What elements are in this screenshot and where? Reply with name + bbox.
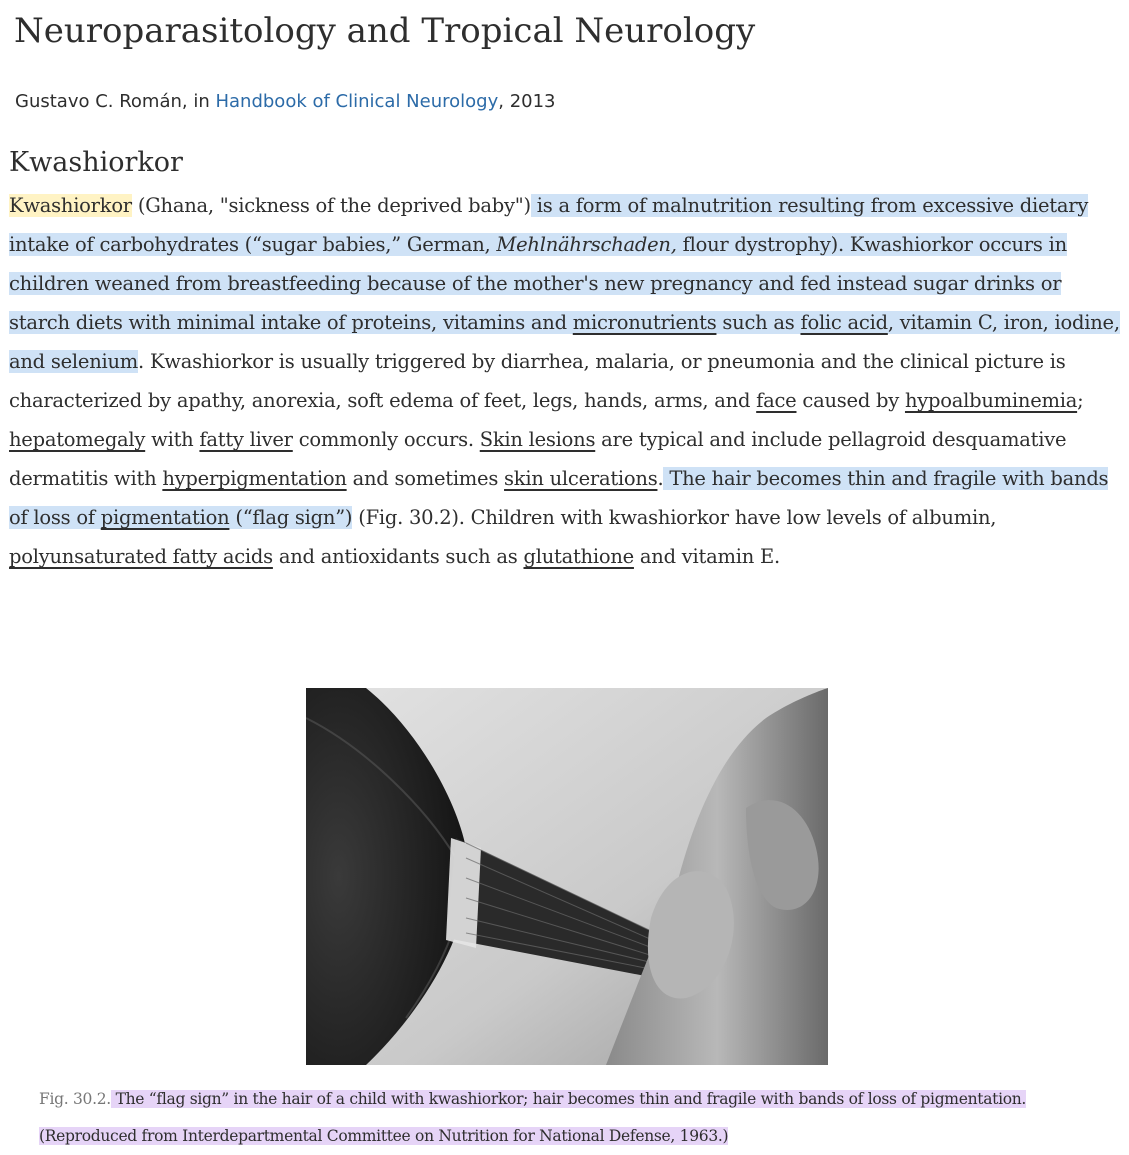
- figure-label: Fig. 30.2.: [39, 1090, 111, 1108]
- link-face[interactable]: face: [756, 389, 797, 412]
- source-highlight[interactable]: (Reproduced from Interdepartmental Committee on Nutrition for National Defense, 1963.): [39, 1127, 729, 1145]
- link-skin-lesions[interactable]: Skin lesions: [479, 428, 596, 451]
- text-run: are typical and include pellagroid desquamative dermatitis with: [9, 428, 1067, 490]
- text-run: and antioxidants such as: [272, 545, 524, 568]
- highlight-term[interactable]: Kwashiorkor: [9, 194, 132, 217]
- link-fatty-liver[interactable]: fatty liver: [199, 428, 293, 451]
- text-run: (Fig. 30.2). Children with kwashiorkor have low levels of albumin,: [352, 506, 997, 529]
- link-hypoalbuminemia[interactable]: hypoalbuminemia: [904, 389, 1078, 412]
- page-title: Neuroparasitology and Tropical Neurology: [14, 11, 756, 51]
- text-run: such as: [716, 311, 801, 334]
- byline: [15, 89, 556, 115]
- figure-image[interactable]: [306, 688, 828, 1065]
- text-run: (Ghana, "sickness of the deprived baby"): [131, 194, 531, 217]
- text-run: . Kwashiorkor is usually triggered by diarrhea, malaria, or pneumonia and the clinical picture is characterized by apathy, anorexia, soft edema of feet, legs, hands, arms, and: [9, 350, 1066, 412]
- link-folic-acid[interactable]: folic acid: [800, 311, 888, 334]
- italic-term: Mehlnährschaden,: [496, 233, 677, 256]
- text-run: ;: [1077, 389, 1084, 412]
- text-run: The hair becomes thin and fragile with bands of loss of: [9, 467, 1109, 529]
- book-link[interactable]: Handbook of Clinical Neurology: [215, 91, 499, 112]
- highlight-passage-1[interactable]: [9, 194, 1120, 373]
- link-hyperpigmentation[interactable]: hyperpigmentation: [162, 467, 347, 490]
- text-run: and vitamin E.: [633, 545, 780, 568]
- text-run: is a form of malnutrition resulting from excessive dietary intake of carbohydrates (“sugar babies,” German,: [9, 194, 1089, 256]
- text-run: , vitamin C, iron, iodine, and selenium: [9, 311, 1120, 373]
- figure-source: [39, 1118, 1119, 1155]
- text-run: flour dystrophy). Kwashiorkor occurs in children weaned from breastfeeding because of the mother's new pregnancy and fed instead sugar drinks or starch diets with minimal intake of proteins, vitamins and: [9, 233, 1067, 334]
- text-run: .: [657, 467, 664, 490]
- link-skin-ulcerations[interactable]: skin ulcerations: [504, 467, 658, 490]
- section-heading: Kwashiorkor: [9, 147, 183, 178]
- hair-photo-illustration: [306, 688, 828, 1065]
- link-pigmentation[interactable]: pigmentation: [100, 506, 230, 529]
- link-glutathione[interactable]: glutathione: [523, 545, 634, 568]
- text-run: (“flag sign”): [229, 506, 353, 529]
- text-run: caused by: [796, 389, 905, 412]
- author: Gustavo C. Román, in: [15, 91, 216, 112]
- link-hepatomegaly[interactable]: hepatomegaly: [9, 428, 146, 451]
- figure-caption: [39, 1081, 1119, 1118]
- link-polyunsaturated-fatty-acids[interactable]: polyunsaturated fatty acids: [9, 545, 273, 568]
- publication-year: , 2013: [498, 91, 556, 112]
- body-paragraph: [9, 186, 1121, 576]
- text-run: with: [145, 428, 200, 451]
- link-micronutrients[interactable]: micronutrients: [572, 311, 717, 334]
- text-run: commonly occurs.: [292, 428, 480, 451]
- caption-highlight[interactable]: The “flag sign” in the hair of a child with kwashiorkor; hair becomes thin and fragile with bands of loss of pigmentation.: [110, 1090, 1027, 1108]
- text-run: and sometimes: [346, 467, 505, 490]
